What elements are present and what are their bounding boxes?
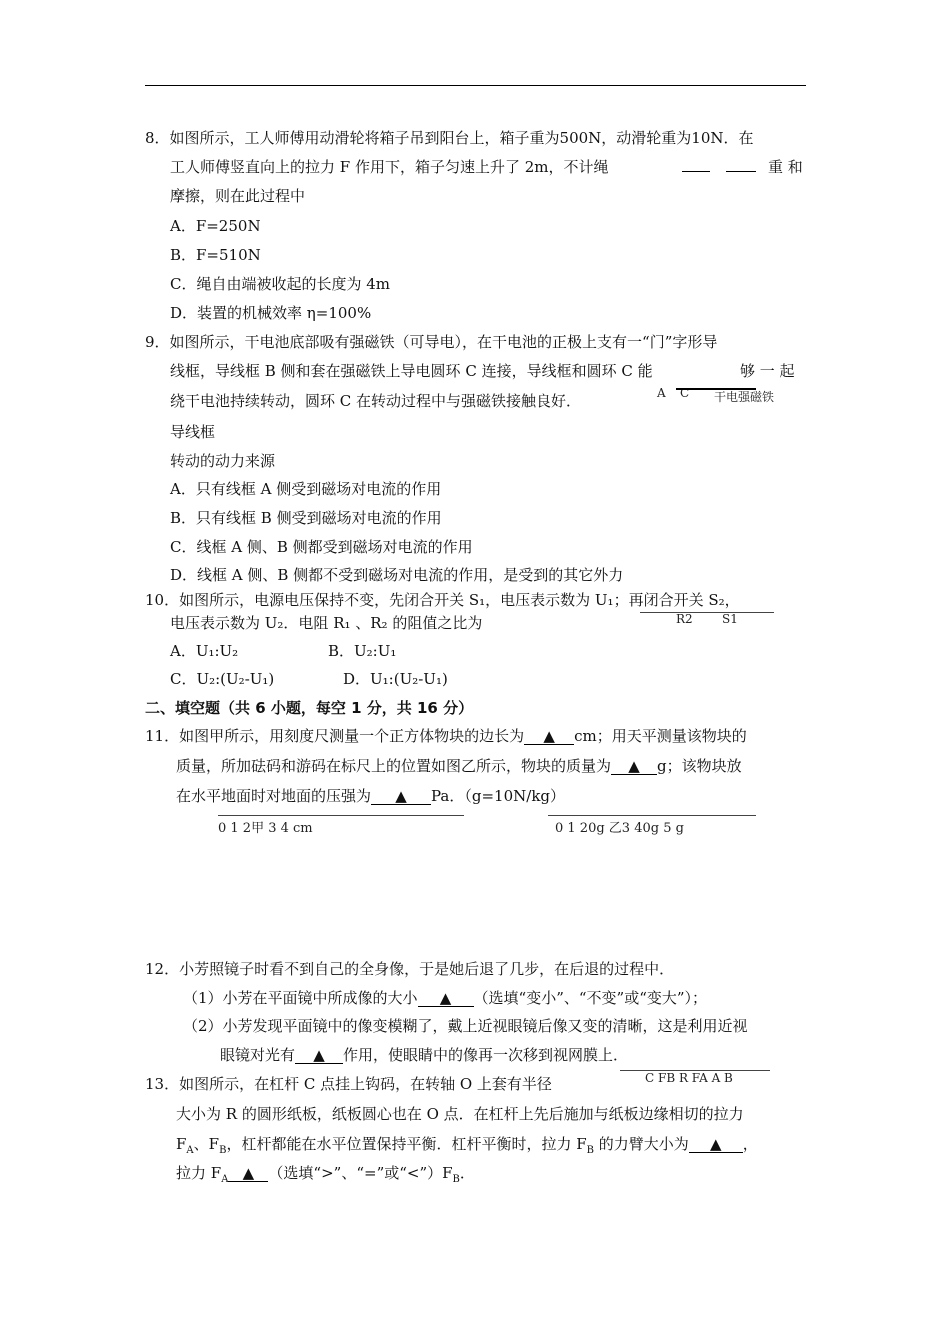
q11-ruler-line <box>218 815 464 816</box>
q10-line1: 10．如图所示，电源电压保持不变，先闭合开关 S₁，电压表示数为 U₁；再闭合开关 S₂， <box>145 591 740 609</box>
q10-option-a: A．U₁:U₂ <box>170 642 239 660</box>
q9-line4: 导线框 <box>170 423 216 441</box>
q13-line2: 大小为 R 的圆形纸板，纸板圆心也在 O 点．在杠杆上先后施加与纸板边缘相切的拉力 <box>176 1105 744 1123</box>
section-2-heading: 二、填空题（共 6 小题，每空 1 分，共 16 分） <box>145 699 474 717</box>
q10-option-c: C．U₂:(U₂-U₁) <box>170 670 275 688</box>
q12-blank-1[interactable]: ▲ <box>418 990 474 1007</box>
q9-option-a: A．只有线框 A 侧受到磁场对电流的作用 <box>170 480 442 498</box>
q13-blank-2[interactable]: ▲ <box>228 1165 268 1182</box>
q12-line2: （1）小芳在平面镜中所成像的大小 ▲ （选填“变小”、“不变”或“变大”）； <box>183 989 708 1007</box>
q9-line2: 线框，导线框 B 侧和套在强磁铁上导电圆环 C 连接，导线框和圆环 C 能 <box>170 362 653 380</box>
header-rule <box>145 85 806 86</box>
q9-figure-label-battery: 干电强磁铁 <box>714 390 775 404</box>
q8-line2-tail: 重 和 <box>768 158 803 176</box>
q8-figure-rope <box>682 157 756 177</box>
q8-line3: 摩擦，则在此过程中 <box>170 187 306 205</box>
q9-line5: 转动的动力来源 <box>170 452 276 470</box>
q8-option-a: A．F=250N <box>170 217 261 235</box>
q10-figure-s1: S1 <box>722 612 738 626</box>
q12-line1: 12．小芳照镜子时看不到自己的全身像，于是她后退了几步，在后退的过程中． <box>145 960 675 978</box>
q11-scale-labels: 0 1 20g 乙3 40g 5 g <box>555 821 684 836</box>
q13-line4: 拉力 $F_A$ ▲ （选填“>”、“=”或“$<”)F_B$． <box>176 1164 475 1185</box>
q11-line3: 在水平地面时对地面的压强为 ▲ Pa．（g=10N/kg） <box>176 787 566 805</box>
q9-figure-label-c: C <box>680 386 690 400</box>
q9-option-c: C．线框 A 侧、B 侧都受到磁场对电流的作用 <box>170 538 473 556</box>
q11-line2: 质量，所加砝码和游码在标尺上的位置如图乙所示，物块的质量为 ▲ g；该物块放 <box>176 757 742 775</box>
q10-line2: 电压表示数为 U₂．电阻 R₁ 、R₂ 的阻值之比为 <box>170 614 483 632</box>
q9-line3: 绕干电池持续转动，圆环 C 在转动过程中与强磁铁接触良好． <box>170 392 582 410</box>
q8-option-b: B．F=510N <box>170 246 261 264</box>
q13-figure-labels: C FB R FA A B <box>645 1071 733 1085</box>
q11-line1: 11．如图甲所示，用刻度尺测量一个正方体物块的边长为 ▲ cm；用天平测量该物块的 <box>145 727 747 745</box>
q11-blank-1[interactable]: ▲ <box>524 728 574 745</box>
q13-line1: 13．如图所示，在杠杆 C 点挂上钩码，在转轴 O 上套有半径 <box>145 1075 552 1093</box>
q9-line2-tail: 够 一 起 <box>740 362 795 380</box>
q12-blank-2[interactable]: ▲ <box>295 1047 343 1064</box>
q12-line4: 眼镜对光有 ▲ 作用，使眼睛中的像再一次移到视网膜上． <box>220 1046 629 1064</box>
q10-figure-wire <box>640 612 774 613</box>
q10-option-b: B．U₂:U₁ <box>328 642 397 660</box>
q11-ruler-labels: 0 1 2甲 3 4 cm <box>218 821 313 836</box>
q11-blank-2[interactable]: ▲ <box>611 758 657 775</box>
q12-line3: （2）小芳发现平面镜中的像变模糊了，戴上近视眼镜后像又变的清晰，这是利用近视 <box>183 1017 748 1035</box>
q9-figure-label-a: A <box>657 386 666 400</box>
q8-option-d: D．装置的机械效率 η=100% <box>170 304 372 322</box>
q9-option-d: D．线框 A 侧、B 侧都不受到磁场对电流的作用，是受到的其它外力 <box>170 566 624 584</box>
q11-blank-3[interactable]: ▲ <box>371 788 431 805</box>
q9-line1: 9．如图所示，干电池底部吸有强磁铁（可导电），在干电池的正极上支有一“门”字形导 <box>145 333 718 351</box>
q10-option-d: D．U₁:(U₂-U₁) <box>343 670 448 688</box>
q13-line3: $F_A$、$F_B$，杠杆都能在水平位置保持平衡．杠杆平衡时，拉力 $F_B$ 的力臂大小为 ▲ ， <box>176 1135 758 1156</box>
q10-figure-r2: R2 <box>676 612 693 626</box>
q8-option-c: C．绳自由端被收起的长度为 4m <box>170 275 391 293</box>
q8-line2: 工人师傅竖直向上的拉力 F 作用下，箱子匀速上升了 2m，不计绳 <box>170 158 609 176</box>
q11-scale-line <box>548 815 756 816</box>
q9-option-b: B．只有线框 B 侧受到磁场对电流的作用 <box>170 509 442 527</box>
q13-blank-1[interactable]: ▲ <box>689 1136 743 1153</box>
q8-line1: 8．如图所示，工人师傅用动滑轮将箱子吊到阳台上，箱子重为500N，动滑轮重为10N．在 <box>145 129 754 147</box>
